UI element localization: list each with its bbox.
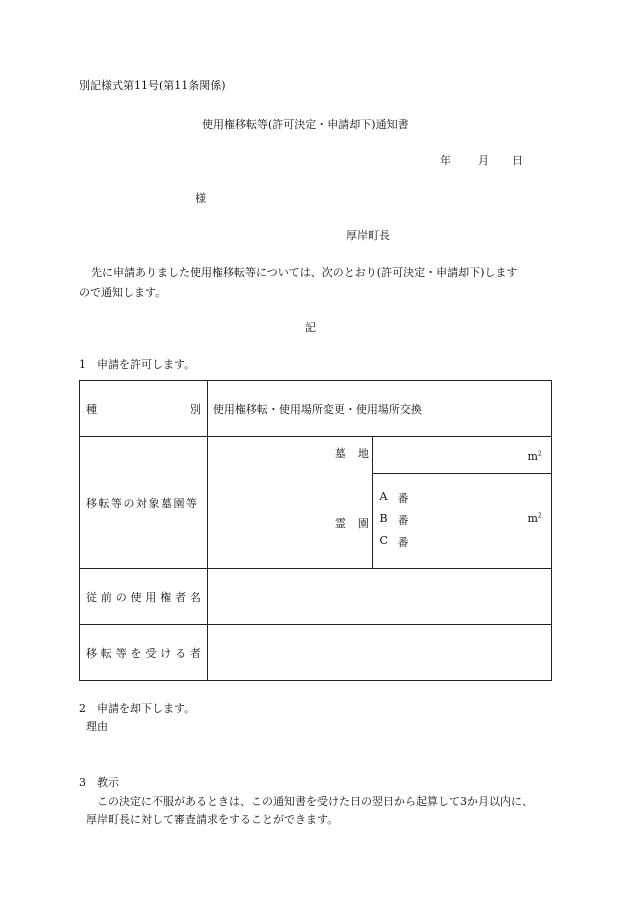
recv-char-6: け [160, 646, 172, 660]
row-recipient [80, 625, 552, 681]
recv-char-1: 移 [86, 646, 97, 660]
date-month: 月 [478, 154, 489, 167]
label-previous-holder [80, 569, 208, 625]
boti-char-1: 墓 [334, 447, 346, 460]
label-kind [80, 381, 208, 437]
label-kind-char-1: 種 [86, 402, 97, 416]
recv-char-8: 者 [189, 646, 201, 660]
prev-char-4: 使 [130, 590, 142, 604]
value-previous-holder[interactable] [207, 569, 551, 625]
recv-char-2: 転 [100, 646, 112, 660]
boti-char-2: 地 [357, 447, 369, 460]
row-boti [80, 437, 552, 474]
recv-char-3: 等 [115, 646, 127, 660]
cemetery-type-cell [207, 437, 373, 569]
row-previous-holder [80, 569, 552, 625]
prev-char-2: 前 [100, 590, 112, 604]
addressee-honorific: 様 [195, 192, 206, 205]
appeal-line-2: 厚岸町長に対して審査請求をすることができます。 [86, 813, 339, 826]
row-kind [80, 381, 552, 437]
ban-a-prefix: A [379, 490, 388, 503]
document-title: 使用権移転等(許可決定・申請却下)通知書 [202, 118, 409, 131]
intro-line-1: 先に申請ありました使用権移転等については、次のとおり(許可決定・申請却下)します [91, 266, 518, 279]
label-target-text: 移転等の対象墓園等 [86, 496, 199, 510]
label-recipient [80, 625, 208, 681]
recv-char-7: る [175, 646, 187, 660]
prev-char-5: 用 [145, 590, 157, 604]
reien-char-2: 園 [357, 517, 369, 530]
ban-b-prefix: B [379, 512, 388, 525]
ban-c-prefix: C [379, 534, 388, 547]
appeal-line-1: この決定に不服があるときは、この通知書を受けた日の翌日から起算して3か月以内に、 [97, 795, 533, 808]
section-1-heading: 1 申請を許可します。 [79, 358, 196, 371]
boti-unit: $m^2$ [527, 450, 542, 463]
label-target [80, 437, 208, 569]
ki-heading: 記 [305, 321, 316, 334]
permission-table [79, 380, 552, 681]
date-year: 年 [440, 154, 451, 167]
ban-a-suffix: 番 [397, 492, 409, 505]
ban-b-suffix: 番 [397, 514, 409, 527]
intro-line-2: ので通知します。 [79, 286, 167, 299]
issuer-name: 厚岸町長 [346, 229, 390, 242]
prev-char-7: 者 [175, 590, 187, 604]
reien-unit: $m^2$ [527, 512, 542, 525]
boti-area-cell [373, 437, 552, 474]
date-day: 日 [512, 154, 523, 167]
reien-char-1: 霊 [334, 517, 346, 530]
prev-char-3: の [115, 590, 127, 604]
recv-char-5: 受 [145, 646, 157, 660]
recv-char-4: を [130, 646, 142, 660]
prev-char-6: 権 [160, 590, 172, 604]
form-reference: 別記様式第11号(第11条関係) [79, 79, 226, 92]
ban-c-suffix: 番 [397, 536, 409, 549]
prev-char-1: 従 [86, 590, 97, 604]
section-3-heading: 3 教示 [79, 776, 119, 789]
label-kind-char-2: 別 [189, 402, 201, 416]
reien-ban-cell [373, 474, 552, 569]
prev-char-8: 名 [189, 590, 201, 604]
reason-label: 理由 [86, 720, 108, 733]
value-kind: 使用権移転・使用場所変更・使用場所交換 [207, 381, 551, 437]
value-recipient[interactable] [207, 625, 551, 681]
section-2-heading: 2 申請を却下します。 [79, 702, 196, 715]
